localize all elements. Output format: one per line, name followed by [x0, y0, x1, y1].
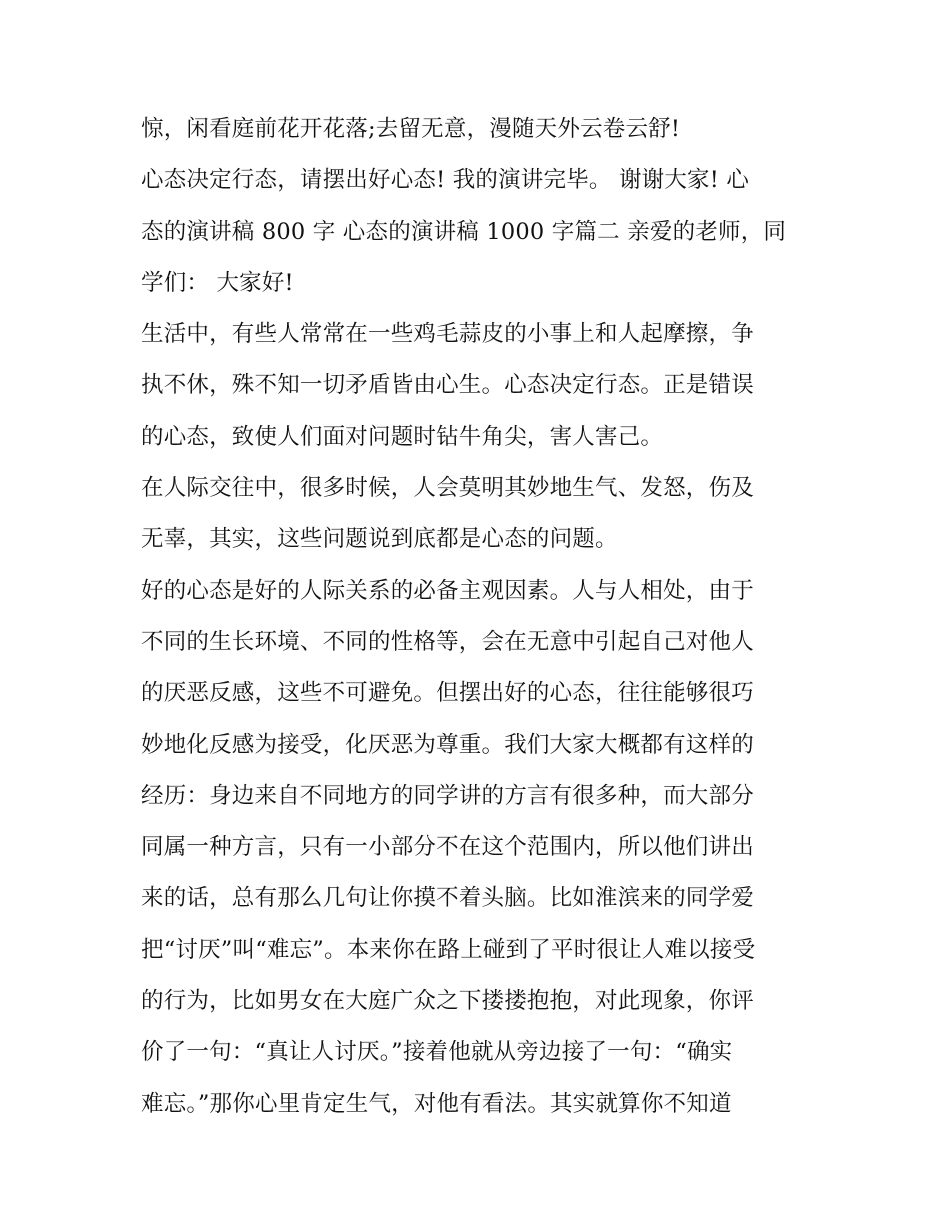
body-text — [141, 104, 813, 1130]
text-line: 态的演讲稿 800 字 心态的演讲稿 1000 字篇二 亲爱的老师，同 — [141, 218, 787, 245]
text-line: 把“讨厌”叫“难忘”。本来你在路上碰到了平时很让人难以接受 — [141, 936, 756, 963]
text-line: 的厌恶反感，这些不可避免。但摆出好的心态，往往能够很巧 — [141, 680, 754, 707]
text-line: 难忘。”那你心里肯定生气，对他有看法。其实就算你不知道 — [141, 1090, 732, 1117]
text-line: 无辜，其实，这些问题说到底都是心态的问题。 — [141, 526, 618, 553]
text-line: 生活中，有些人常常在一些鸡毛蒜皮的小事上和人起摩擦，争 — [141, 321, 754, 348]
text-line: 在人际交往中，很多时候，人会莫明其妙地生气、发怒，伤及 — [141, 475, 754, 502]
text-line: 学们： 大家好! — [141, 269, 294, 296]
text-line: 不同的生长环境、不同的性格等，会在无意中引起自己对他人 — [141, 628, 754, 655]
text-line: 执不休，殊不知一切矛盾皆由心生。心态决定行态。正是错误 — [141, 372, 754, 399]
text-line: 妙地化反感为接受，化厌恶为尊重。我们大家大概都有这样的 — [141, 731, 754, 758]
text-line: 的行为，比如男女在大庭广众之下搂搂抱抱，对此现象，你评 — [141, 988, 754, 1015]
text-line: 价了一句：“真让人讨厌。”接着他就从旁边接了一句：“确实 — [141, 1039, 733, 1066]
text-line: 同属一种方言，只有一小部分不在这个范围内，所以他们讲出 — [141, 834, 754, 861]
text-line: 心态决定行态，请摆出好心态! 我的演讲完毕。 谢谢大家! 心 — [141, 167, 750, 194]
text-line: 惊，闲看庭前花开花落;去留无意，漫随天外云卷云舒! — [141, 116, 681, 142]
text-line: 的心态，致使人们面对问题时钻牛角尖，害人害己。 — [141, 423, 664, 450]
text-line: 来的话，总有那么几句让你摸不着头脑。比如淮滨来的同学爱 — [141, 885, 754, 912]
text-line: 好的心态是好的人际关系的必备主观因素。人与人相处，由于 — [141, 577, 754, 604]
text-line: 经历：身边来自不同地方的同学讲的方言有很多种，而大部分 — [141, 782, 754, 809]
